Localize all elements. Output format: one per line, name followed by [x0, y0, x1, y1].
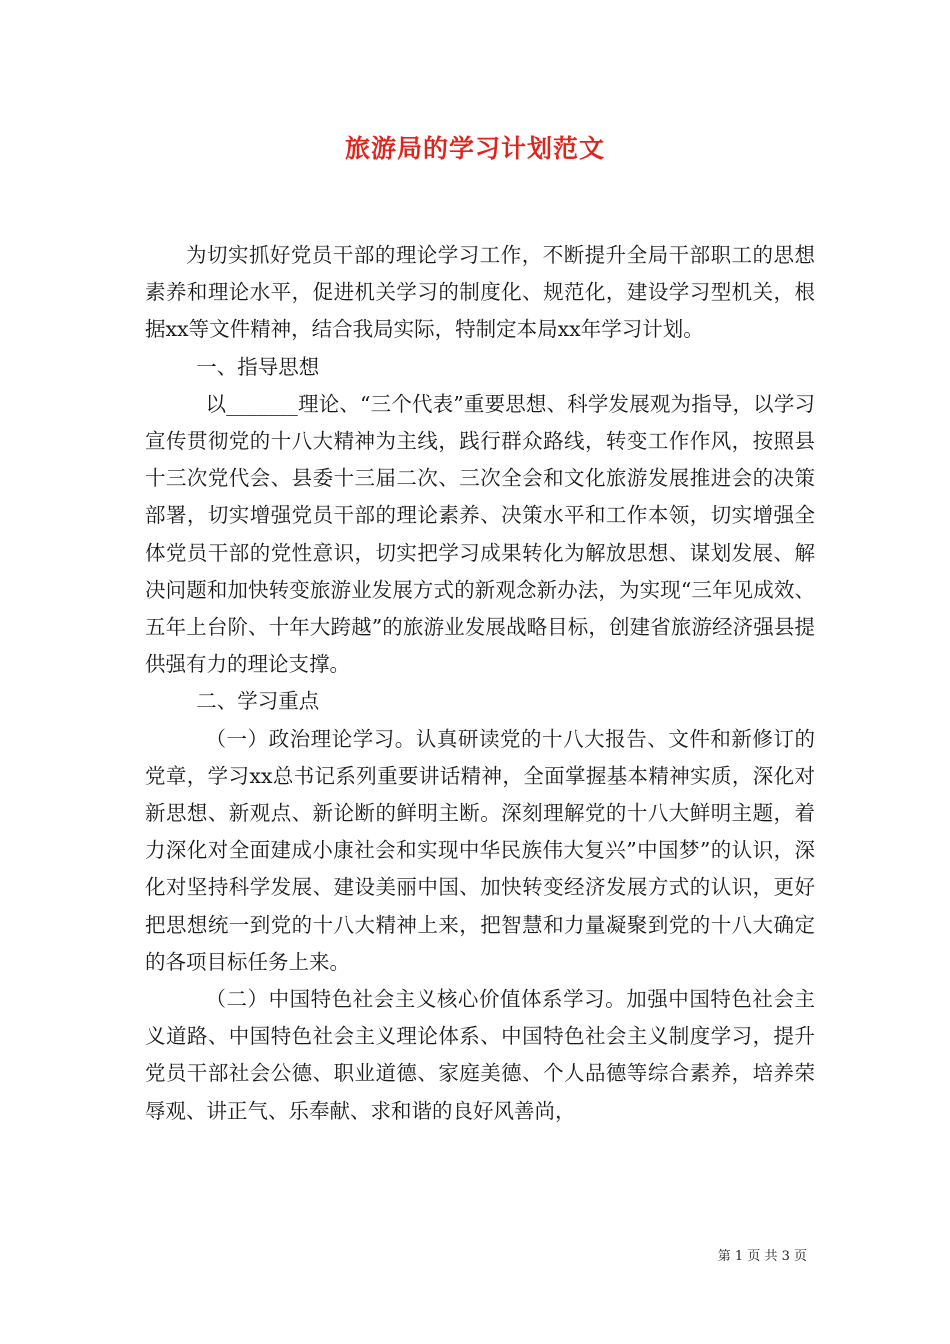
core-values-paragraph: （二）中国特色社会主义核心价值体系学习。加强中国特色社会主义道路、中国特色社会主义理论体系、中国特色社会主义制度学习，提升党员干部社会公德、职业道德、家庭美德、个人品德等综合素养，培养荣辱观、讲正气、乐奉献、求和谐的良好风善尚，: [145, 987, 815, 1123]
section-heading-study-focus: 二、学习重点: [196, 689, 320, 714]
intro-paragraph: 为切实抓好党员干部的理论学习工作，不断提升全局干部职工的思想素养和理论水平，促进机关学习的制度化、规范化，建设学习型机关，根据xx等文件精神，结合我局实际，特制定本局xx年学习计划。: [145, 243, 815, 342]
page-number-footer: 第 1 页 共 3 页: [717, 1249, 807, 1264]
political-theory-paragraph: （一）政治理论学习。认真研读党的十八大报告、文件和新修订的党章，学习xx总书记系列重要讲话精神，全面掌握基本精神实质，深化对新思想、新观点、新论断的鲜明主断。深刻理解党的十八大鲜明主题，着力深化对全面建成小康社会和实现中华民族伟大复兴”中国梦”的认识，深化对坚持科学发展、建设美丽中国、加快转变经济发展方式的认识，更好把思想统一到党的十八大精神上来，把智慧和力量凝聚到党的十八大确定的各项目标任务上来。: [145, 726, 815, 974]
section-heading-guiding-thought: 一、指导思想: [196, 354, 320, 379]
document-body: [145, 237, 815, 1130]
guiding-thought-paragraph: 以_______理论、“三个代表”重要思想、科学发展观为指导，以学习宣传贯彻党的十八大精神为主线，践行群众路线，转变工作作风，按照县十三次党代会、县委十三届二次、三次全会和文化旅游发展推进会的决策部署，切实增强党员干部的理论素养、决策水平和工作本领，切实增强全体党员干部的党性意识，切实把学习成果转化为解放思想、谋划发展、解决问题和加快转变旅游业发展方式的新观念新办法，为实现“三年见成效、五年上台阶、十年大跨越”的旅游业发展战略目标，创建省旅游经济强县提供强有力的理论支撑。: [145, 391, 815, 677]
document-title: 旅游局的学习计划范文: [344, 134, 605, 163]
